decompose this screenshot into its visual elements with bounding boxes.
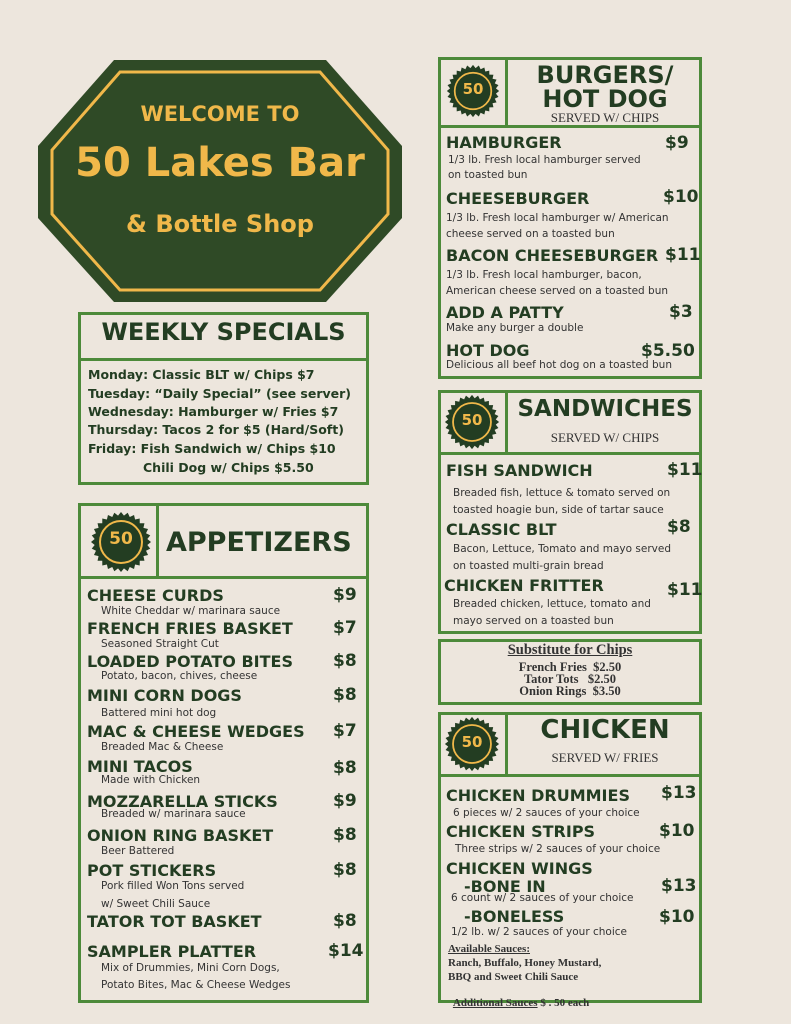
sauces-line: Ranch, Buffalo, Honey Mustard, <box>448 957 602 969</box>
menu-item-price: $8 <box>333 911 357 931</box>
additional-sauces <box>448 985 589 1009</box>
chicken-subtitle: SERVED W/ FRIES <box>551 750 659 765</box>
burgers-subtitle: SERVED W/ CHIPS <box>550 110 660 125</box>
sauces-title: Available Sauces: <box>448 943 530 955</box>
menu-item-description: Potato Bites, Mac & Cheese Wedges <box>101 979 291 991</box>
special-friday-2: Chili Dog w/ Chips $5.50 <box>143 460 314 475</box>
special-tuesday: Tuesday: “Daily Special” (see server) <box>88 386 352 401</box>
menu-item-description: White Cheddar w/ marinara sauce <box>101 605 281 617</box>
menu-item-name: BACON CHEESEBURGER <box>446 246 659 265</box>
logo-line2: 50 Lakes Bar <box>75 140 365 186</box>
menu-item-name: SAMPLER PLATTER <box>87 942 257 961</box>
menu-item-description: Bacon, Lettuce, Tomato and mayo served <box>453 543 671 555</box>
menu-item-description: w/ Sweet Chili Sauce <box>101 898 211 910</box>
sandwiches-subtitle: SERVED W/ CHIPS <box>550 430 660 445</box>
divider <box>156 503 159 579</box>
weekly-specials-title: WEEKLY SPECIALS <box>101 318 346 346</box>
menu-item-description: toasted hoagie bun, side of tartar sauce <box>453 504 664 516</box>
menu-item-name: CLASSIC BLT <box>446 520 557 539</box>
divider <box>438 774 702 777</box>
sauces-line: BBQ and Sweet Chili Sauce <box>448 971 579 983</box>
menu-item-name: HOT DOG <box>446 341 530 360</box>
menu-item-description: Seasoned Straight Cut <box>101 638 219 650</box>
menu-item-name: CHICKEN FRITTER <box>444 576 604 595</box>
burgers-title-2: HOT DOG <box>542 85 668 113</box>
logo-line1: WELCOME TO <box>140 102 300 126</box>
badge-label: 50 <box>109 529 133 549</box>
badge-label: 50 <box>461 411 483 429</box>
menu-item-price: $13 <box>661 876 697 896</box>
divider <box>78 358 369 361</box>
additional-sauces-price: $ . 50 each <box>537 997 590 1009</box>
menu-item-price: $7 <box>333 721 357 741</box>
substitute-row: Tator Tots $2.50 <box>523 672 617 686</box>
menu-item-name: LOADED POTATO BITES <box>87 652 293 671</box>
menu-item-price: $13 <box>661 783 697 803</box>
burgers-title-1: BURGERS/ <box>536 61 674 89</box>
menu-item-description: American cheese served on a toasted bun <box>446 285 669 297</box>
additional-sauces-label: Additional Sauces <box>452 997 538 1009</box>
menu-item-price: $7 <box>333 618 357 638</box>
special-thursday: Thursday: Tacos 2 for $5 (Hard/Soft) <box>88 422 344 437</box>
menu-item-price: $9 <box>333 585 357 605</box>
badge-label: 50 <box>461 733 483 751</box>
menu-item-description: mayo served on a toasted bun <box>453 615 614 627</box>
menu-item-price: $8 <box>333 758 357 778</box>
menu-item-price: $9 <box>665 133 689 153</box>
divider <box>438 452 702 455</box>
menu-item-price: $9 <box>333 791 357 811</box>
menu-item-name: CHEESEBURGER <box>446 189 590 208</box>
menu-item-description: Made with Chicken <box>101 774 201 786</box>
menu-item-description: Make any burger a double <box>446 322 584 334</box>
menu-item-name: CHEESE CURDS <box>87 586 224 605</box>
menu-item-name: -BONELESS <box>464 907 565 926</box>
menu-item-name: ONION RING BASKET <box>87 826 274 845</box>
menu-item-name: TATOR TOT BASKET <box>87 912 262 931</box>
menu-item-price: $11 <box>667 460 703 480</box>
menu-item-description: 6 count w/ 2 sauces of your choice <box>451 892 634 904</box>
menu-item-price: $11 <box>667 580 703 600</box>
menu-item-description: Delicious all beef hot dog on a toasted bun <box>446 359 672 371</box>
divider <box>78 576 369 579</box>
menu-item-description: Battered mini hot dog <box>101 707 217 719</box>
menu-item-description: 6 pieces w/ 2 sauces of your choice <box>453 807 640 819</box>
menu-item-description: Breaded w/ marinara sauce <box>101 808 246 820</box>
menu-item-description: Breaded chicken, lettuce, tomato and <box>453 598 651 610</box>
menu-item-description: Three strips w/ 2 sauces of your choice <box>455 843 661 855</box>
menu-item-description: Pork filled Won Tons served <box>101 880 245 892</box>
menu-item-description: 1/3 lb. Fresh local hamburger served <box>448 154 641 166</box>
substitute-title: Substitute for Chips <box>507 642 633 658</box>
menu-item-price: $8 <box>333 825 357 845</box>
menu-item-description: Mix of Drummies, Mini Corn Dogs, <box>101 962 280 974</box>
menu-item-price: $3 <box>669 302 693 322</box>
menu-item-description: 1/2 lb. w/ 2 sauces of your choice <box>451 926 627 938</box>
sandwiches-title: SANDWICHES <box>517 396 693 422</box>
menu-item-name: MINI CORN DOGS <box>87 686 242 705</box>
menu-item-name: CHICKEN WINGS <box>446 859 593 878</box>
menu-item-price: $10 <box>663 187 699 207</box>
menu-item-name: MINI TACOS <box>87 757 193 776</box>
menu-item-description: 1/3 lb. Fresh local hamburger w/ American <box>446 212 669 224</box>
logo-line3: & Bottle Shop <box>126 210 314 238</box>
substitute-row: French Fries $2.50 <box>518 660 622 674</box>
menu-item-name: MOZZARELLA STICKS <box>87 792 278 811</box>
badge-label: 50 <box>462 80 484 98</box>
menu-item-name: POT STICKERS <box>87 861 217 880</box>
menu-item-name: FISH SANDWICH <box>446 461 593 480</box>
menu-item-price: $5.50 <box>641 341 695 361</box>
menu-item-name: -BONE IN <box>464 877 546 896</box>
special-monday: Monday: Classic BLT w/ Chips $7 <box>88 367 315 382</box>
menu-item-price: $10 <box>659 907 695 927</box>
menu-item-name: FRENCH FRIES BASKET <box>87 619 293 638</box>
menu-item-name: MAC & CHEESE WEDGES <box>87 722 305 741</box>
menu-item-description: Breaded fish, lettuce & tomato served on <box>453 487 671 499</box>
menu-item-price: $8 <box>333 685 357 705</box>
appetizers-title: APPETIZERS <box>166 527 352 558</box>
menu-item-price: $14 <box>328 941 364 961</box>
menu-item-name: CHICKEN STRIPS <box>446 822 596 841</box>
menu-item-description: on toasted multi-grain bread <box>453 560 604 572</box>
menu-item-description: Breaded Mac & Cheese <box>101 741 224 753</box>
menu-item-price: $8 <box>333 860 357 880</box>
menu-item-price: $11 <box>665 245 701 265</box>
menu-item-description: cheese served on a toasted bun <box>446 228 615 240</box>
menu-item-price: $8 <box>667 517 691 537</box>
special-wednesday: Wednesday: Hamburger w/ Fries $7 <box>88 404 339 419</box>
menu-item-name: ADD A PATTY <box>446 303 564 322</box>
menu-item-name: CHICKEN DRUMMIES <box>446 786 630 805</box>
menu-item-description: Potato, bacon, chives, cheese <box>101 670 258 682</box>
chicken-title: CHICKEN <box>540 715 670 745</box>
menu-item-price: $10 <box>659 821 695 841</box>
menu-item-description: Beer Battered <box>101 845 175 857</box>
menu-item-description: 1/3 lb. Fresh local hamburger, bacon, <box>446 269 642 281</box>
menu-item-name: HAMBURGER <box>446 133 562 152</box>
substitute-row: Onion Rings $3.50 <box>519 684 621 698</box>
menu-item-price: $8 <box>333 651 357 671</box>
menu-item-description: on toasted bun <box>448 169 528 181</box>
special-friday: Friday: Fish Sandwich w/ Chips $10 <box>88 441 336 456</box>
